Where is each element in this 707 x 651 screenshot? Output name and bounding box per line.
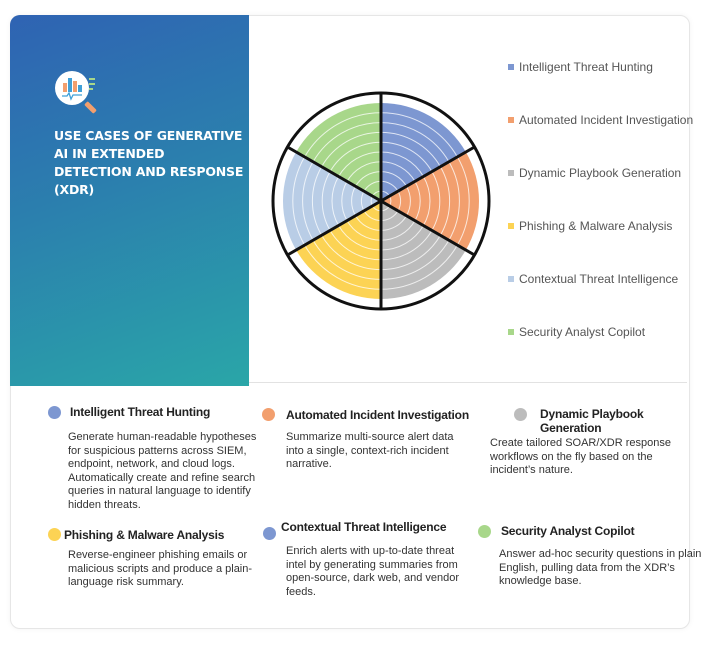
use-case-description: Reverse-engineer phishing emails or malicious scripts and produce a plain-language risk summary. <box>68 549 253 588</box>
hero-panel <box>10 15 249 386</box>
use-case-title: Automated Incident Investigation <box>286 408 469 422</box>
use-case-title: Contextual Threat Intelligence <box>281 520 447 534</box>
use-case-title: Security Analyst Copilot <box>501 524 635 538</box>
legend-item <box>505 218 695 234</box>
legend-item <box>505 59 695 75</box>
use-case-title: Phishing & Malware Analysis <box>64 528 225 542</box>
use-case-title: Dynamic Playbook Generation <box>540 407 644 435</box>
legend-label: Automated Incident Investigation <box>519 113 694 127</box>
analytics-icon <box>55 65 99 126</box>
legend-item <box>505 271 695 287</box>
use-case-dot <box>48 528 61 541</box>
legend-swatch <box>508 276 514 282</box>
legend-item <box>505 165 695 181</box>
section-divider <box>249 382 687 383</box>
legend-swatch <box>508 170 514 176</box>
use-case-description: Summarize multi-source alert data into a single, context-rich incident narrative. <box>286 431 454 470</box>
use-case-dot <box>263 527 276 540</box>
use-case-dot <box>262 408 275 421</box>
legend-label: Phishing & Malware Analysis <box>519 219 673 233</box>
legend-label: Dynamic Playbook Generation <box>519 166 682 180</box>
use-case-wheel <box>270 90 492 312</box>
use-case-dot <box>48 406 61 419</box>
legend-label: Contextual Threat Intelligence <box>519 272 679 286</box>
legend-swatch <box>508 117 514 123</box>
legend-item <box>505 112 695 128</box>
use-case-description: Generate human-readable hypotheses for suspicious patterns across SIEM, endpoint, network, and cloud logs. Automatically create and refine search queries in natural language to identify hidden threats. <box>68 431 257 511</box>
page-title: USE CASES OF GENERATIVE AI IN EXTENDED DETECTION AND RESPONSE (XDR) <box>54 128 244 197</box>
use-case-description: Create tailored SOAR/XDR response workflows on the fly based on the incident’s nature. <box>490 437 671 476</box>
legend-item <box>505 324 695 340</box>
use-case-title: Intelligent Threat Hunting <box>70 405 211 419</box>
legend-swatch <box>508 64 514 70</box>
use-case-description: Answer ad-hoc security questions in plain English, pulling data from the XDR’s knowledge base. <box>499 548 702 587</box>
legend-swatch <box>508 329 514 335</box>
use-case-dot <box>514 408 527 421</box>
use-case-description: Enrich alerts with up-to-date threat intel by generating summaries from open-source, dark web, and vendor feeds. <box>286 545 460 598</box>
legend-swatch <box>508 223 514 229</box>
use-case-dot <box>478 525 491 538</box>
legend-label: Security Analyst Copilot <box>519 325 646 339</box>
legend-label: Intelligent Threat Hunting <box>519 60 653 74</box>
